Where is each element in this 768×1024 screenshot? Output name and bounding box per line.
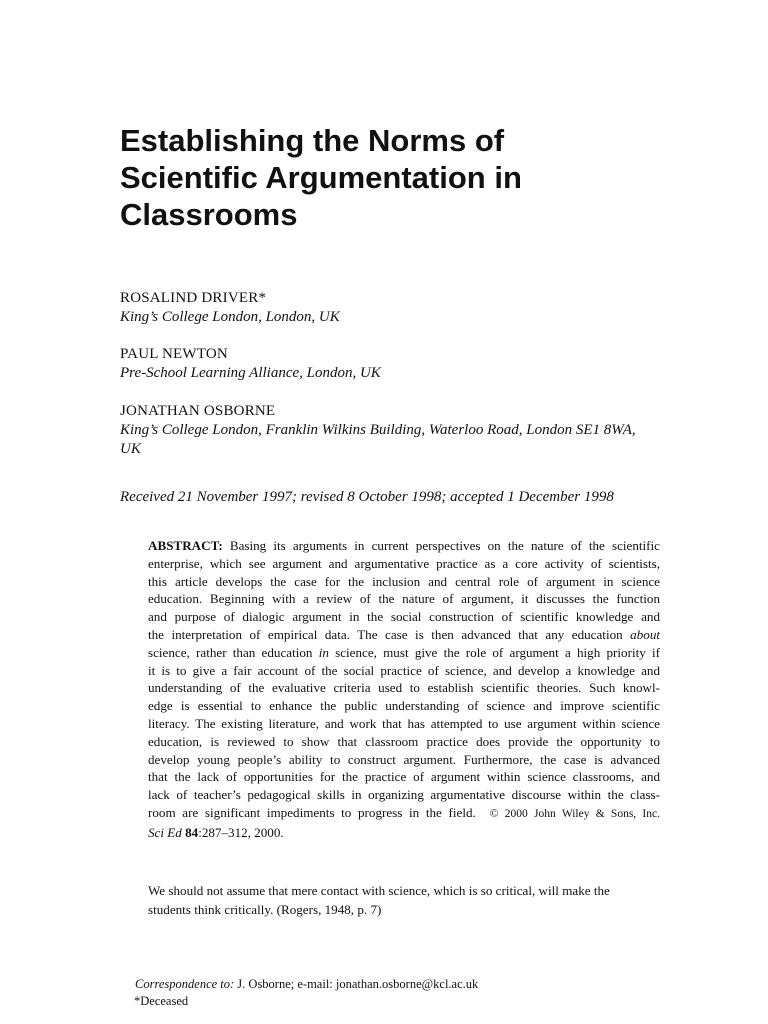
abstract-emphasis: in bbox=[318, 644, 329, 660]
abstract-text: lack of teacher’s pedagogical skills in organizing argumentative discourse within the class- bbox=[148, 787, 660, 803]
received-dates: Received 21 November 1997; revised 8 October 1998; accepted 1 December 1998 bbox=[120, 489, 614, 505]
abstract-text: and purpose of dialogic argument in the social construction of scientific knowledge and bbox=[148, 609, 660, 625]
author-block-driver bbox=[120, 289, 680, 327]
abstract-text: edge is essential to enhance the public understanding of science and improve scientific bbox=[148, 698, 660, 714]
quote-text: students think critically. (Rogers, 1948, p. 7) bbox=[148, 901, 382, 917]
abstract-text: that the lack of opportunities for the practice of argument within science classrooms, and bbox=[148, 769, 660, 785]
abstract bbox=[148, 537, 660, 842]
abstract-emphasis: about bbox=[630, 626, 660, 642]
correspondence-label: Correspondence to: bbox=[135, 977, 235, 991]
footnote bbox=[135, 976, 655, 1010]
author-affiliation: King’s College London, Franklin Wilkins Building, Waterloo Road, London SE1 8WA, bbox=[120, 422, 636, 438]
abstract-text: room are significant impediments to progress in the field. bbox=[148, 804, 476, 820]
title-line: Classrooms bbox=[120, 197, 298, 232]
abstract-label: ABSTRACT: bbox=[148, 538, 223, 553]
abstract-text: develop young people’s ability to construct argument. Furthermore, the case is advanced bbox=[148, 751, 660, 767]
abstract-text: science, rather than education bbox=[148, 644, 319, 660]
author-name: PAUL NEWTON bbox=[120, 346, 228, 362]
journal-volume: 84 bbox=[185, 824, 199, 840]
author-affiliation: Pre-School Learning Alliance, London, UK bbox=[120, 365, 381, 381]
author-block-osborne bbox=[120, 402, 680, 459]
abstract-text: education, is reviewed to show that classroom practice does provide the opportunity to bbox=[148, 733, 660, 749]
abstract-text: science, must give the role of argument a high priority if bbox=[328, 644, 660, 660]
correspondence-text: J. Osborne; e-mail: jonathan.osborne@kcl.ac.uk bbox=[234, 977, 479, 991]
author-affiliation: UK bbox=[120, 441, 141, 457]
author-affiliation: King’s College London, London, UK bbox=[120, 309, 340, 325]
epigraph-quote bbox=[148, 882, 660, 919]
copyright-notice: © 2000 John Wiley & Sons, Inc. bbox=[489, 807, 660, 820]
abstract-text: Basing its arguments in current perspectives on the nature of the scientific bbox=[222, 538, 660, 553]
article-title bbox=[120, 122, 680, 233]
abstract-text: understanding of the evaluative criteria used to establish scientific theories. Such knowl- bbox=[148, 680, 660, 696]
abstract-text: it is to give a fair account of the social practice of science, and develop a knowledge and bbox=[148, 662, 660, 678]
deceased-note: *Deceased bbox=[134, 994, 189, 1008]
title-line: Establishing the Norms of bbox=[120, 123, 505, 158]
author-name: JONATHAN OSBORNE bbox=[120, 403, 276, 419]
author-block-newton bbox=[120, 345, 680, 383]
author-name: ROSALIND DRIVER* bbox=[120, 290, 267, 306]
abstract-text: the interpretation of empirical data. The case is then advanced that any education bbox=[148, 626, 631, 642]
journal-name: Sci Ed bbox=[148, 824, 182, 840]
abstract-text: enterprise, which see argument and argumentative practice as a core activity of scientists, bbox=[148, 555, 660, 571]
journal-pages: :287–312, 2000. bbox=[198, 824, 284, 840]
abstract-text: education. Beginning with a review of the nature of argument, it discusses the function bbox=[148, 591, 660, 607]
abstract-text: this article develops the case for the inclusion and central role of argument in science bbox=[148, 573, 660, 589]
title-line: Scientific Argumentation in bbox=[120, 160, 522, 195]
abstract-text: literacy. The existing literature, and work that has attempted to use argument within science bbox=[148, 715, 660, 731]
quote-text: We should not assume that mere contact with science, which is so critical, will make the bbox=[148, 883, 610, 898]
